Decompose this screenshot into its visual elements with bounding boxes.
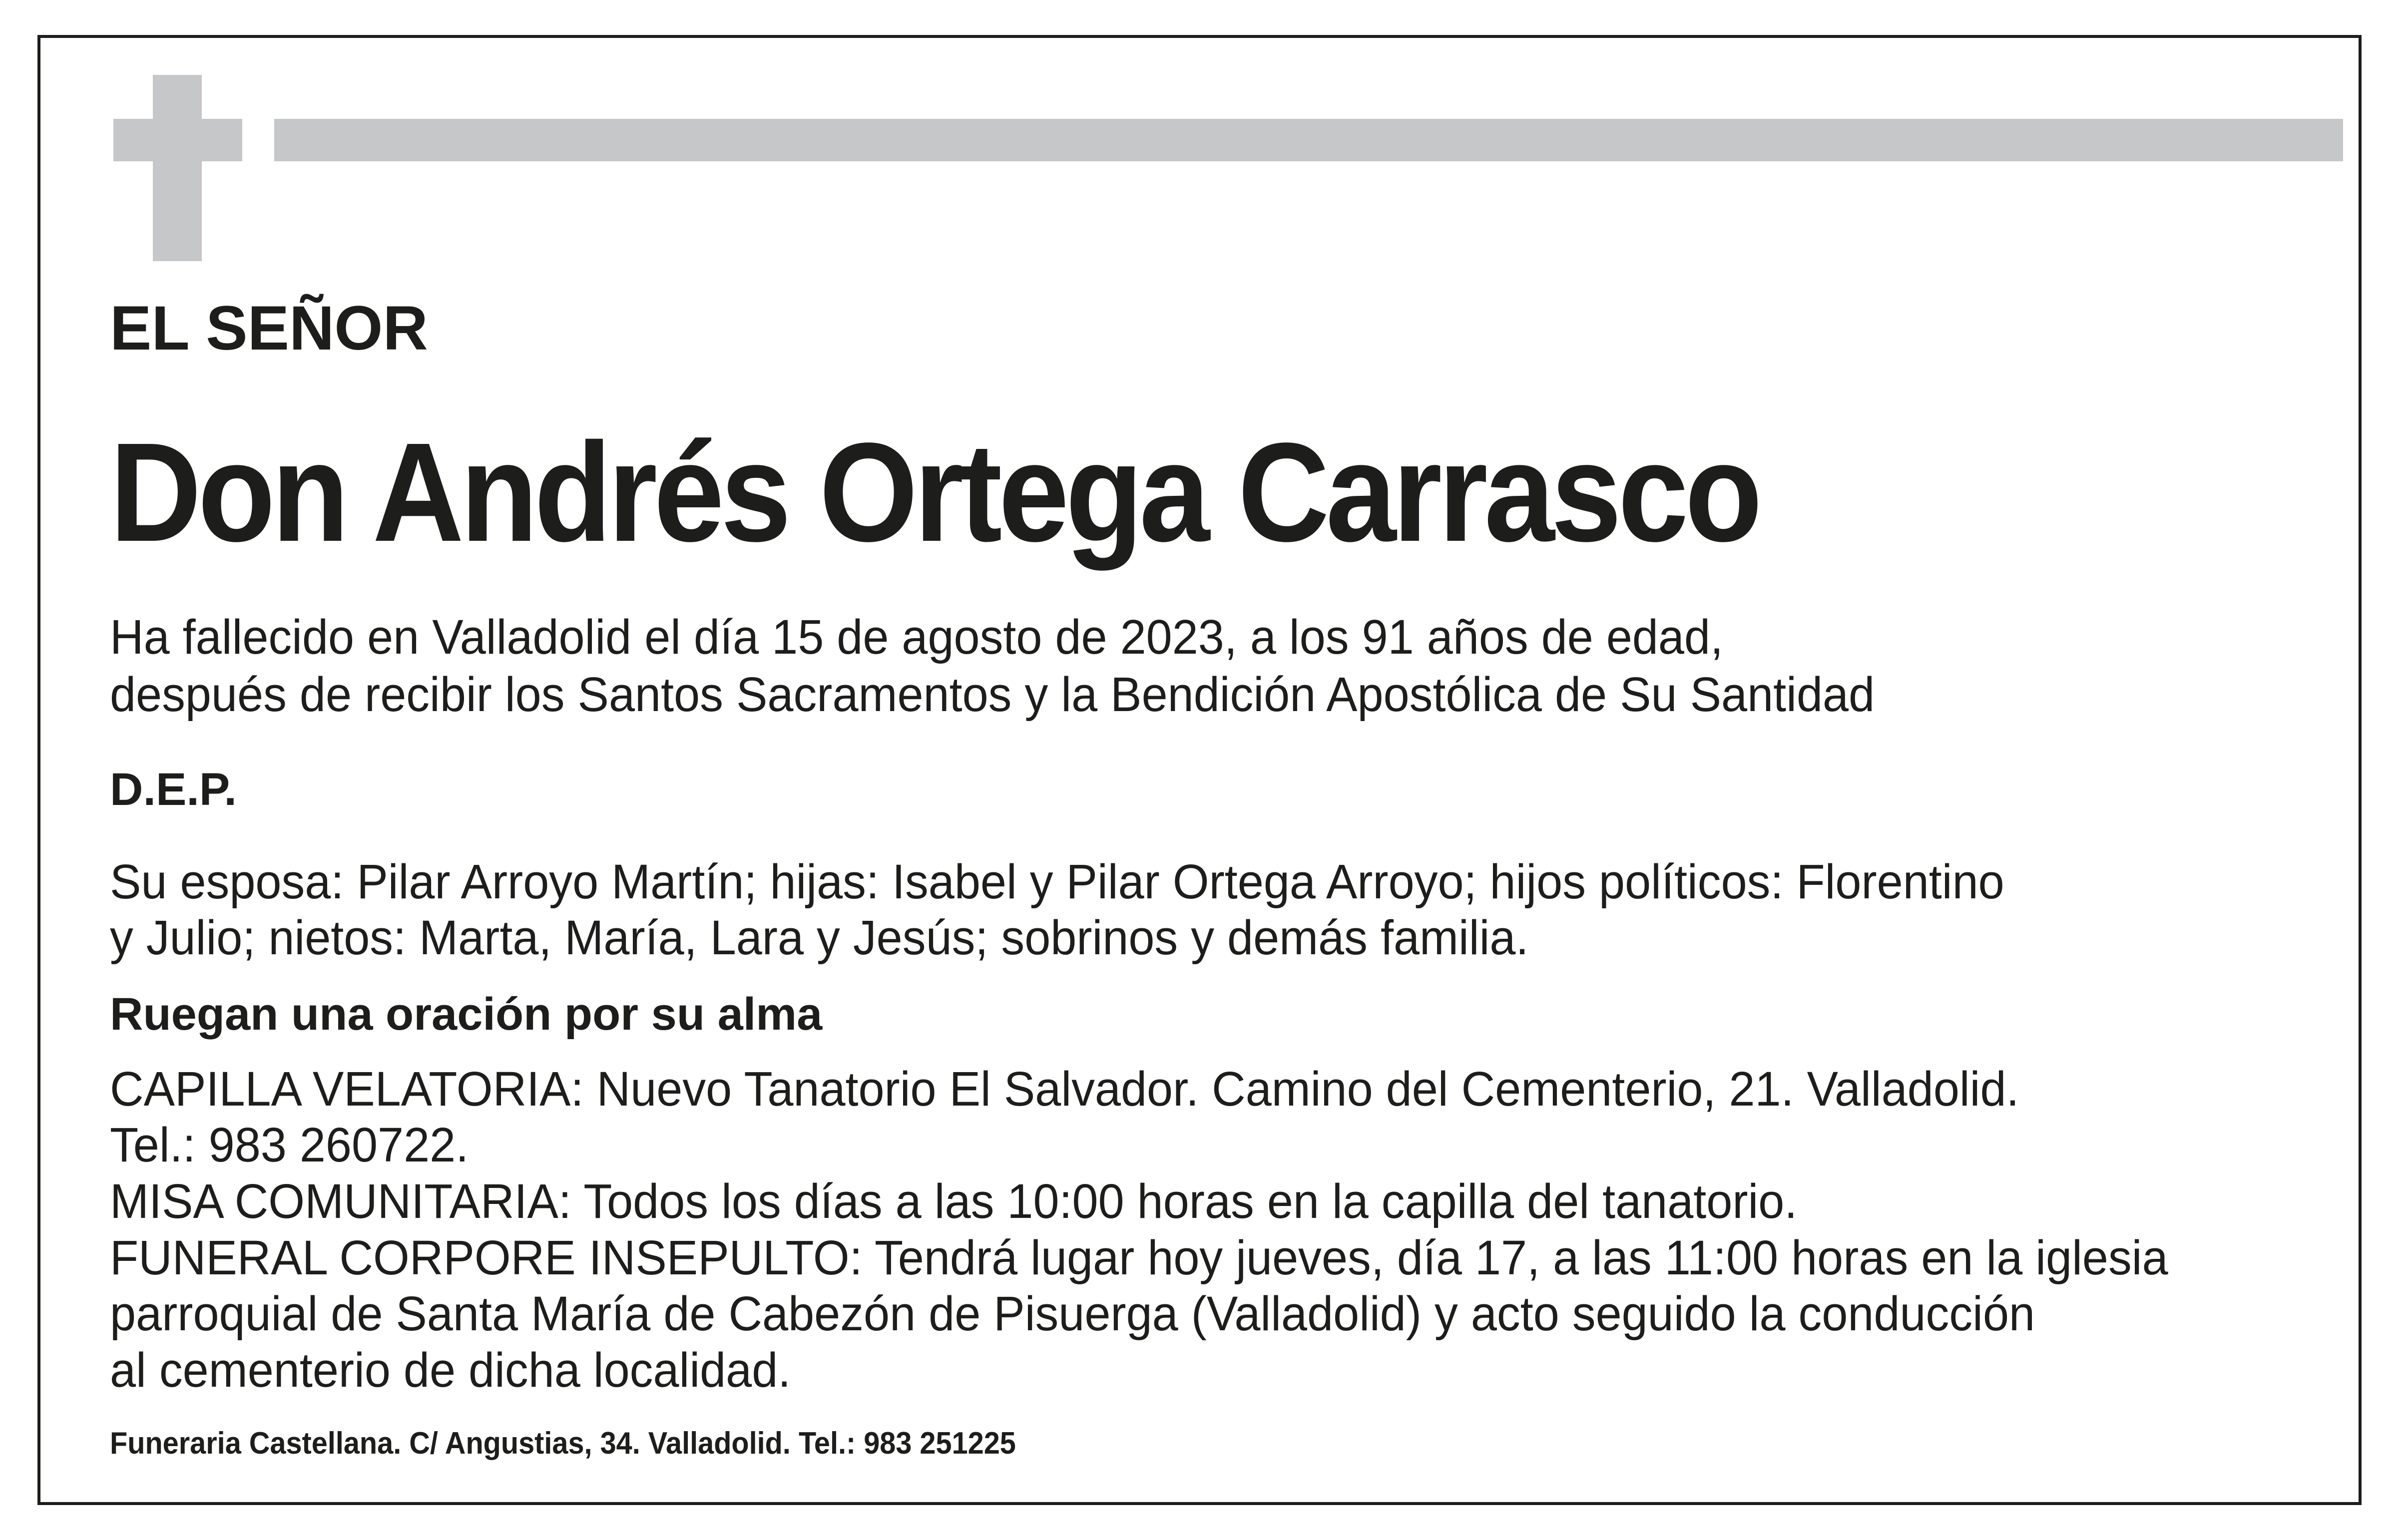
announcement-line-1: Ha fallecido en Valladolid el día 15 de agosto de 2023, a los 91 años de edad,	[110, 610, 1724, 664]
details-line: FUNERAL CORPORE INSEPULTO: Tendrá lugar hoy jueves, día 17, a las 11:00 horas en la iglesia	[110, 1230, 2168, 1285]
announcement-line-2: después de recibir los Santos Sacramentos y la Bendición Apostólica de Su Santidad	[110, 667, 1875, 722]
funeral-home-footer: Funeraria Castellana. C/ Angustias, 34. Valladolid. Tel.: 983 251225	[110, 1426, 1016, 1461]
details-line: parroquial de Santa María de Cabezón de Pisuerga (Valladolid) y acto seguido la conducción	[110, 1286, 2035, 1341]
details-line: CAPILLA VELATORIA: Nuevo Tanatorio El Salvador. Camino del Cementerio, 21. Valladolid.	[110, 1062, 2019, 1116]
family-line-2: y Julio; nietos: Marta, María, Lara y Jesús; sobrinos y demás familia.	[110, 910, 1529, 965]
family-line-1: Su esposa: Pilar Arroyo Martín; hijas: Isabel y Pilar Ortega Arroyo; hijos políticos: Florentino	[110, 854, 2004, 909]
prayer-request: Ruegan una oración por su alma	[110, 989, 823, 1040]
deceased-name: Don Andrés Ortega Carrasco	[110, 413, 1759, 571]
details-line: al cementerio de dicha localidad.	[110, 1343, 791, 1397]
details-line: MISA COMUNITARIA: Todos los días a las 10:00 horas en la capilla del tanatorio.	[110, 1174, 1798, 1228]
cross-icon-arm	[113, 119, 242, 161]
header-rule	[274, 119, 2343, 161]
cross-icon	[153, 75, 202, 261]
title-label: EL SEÑOR	[110, 294, 428, 363]
details-line: Tel.: 983 260722.	[110, 1118, 469, 1172]
dep-label: D.E.P.	[110, 764, 237, 815]
